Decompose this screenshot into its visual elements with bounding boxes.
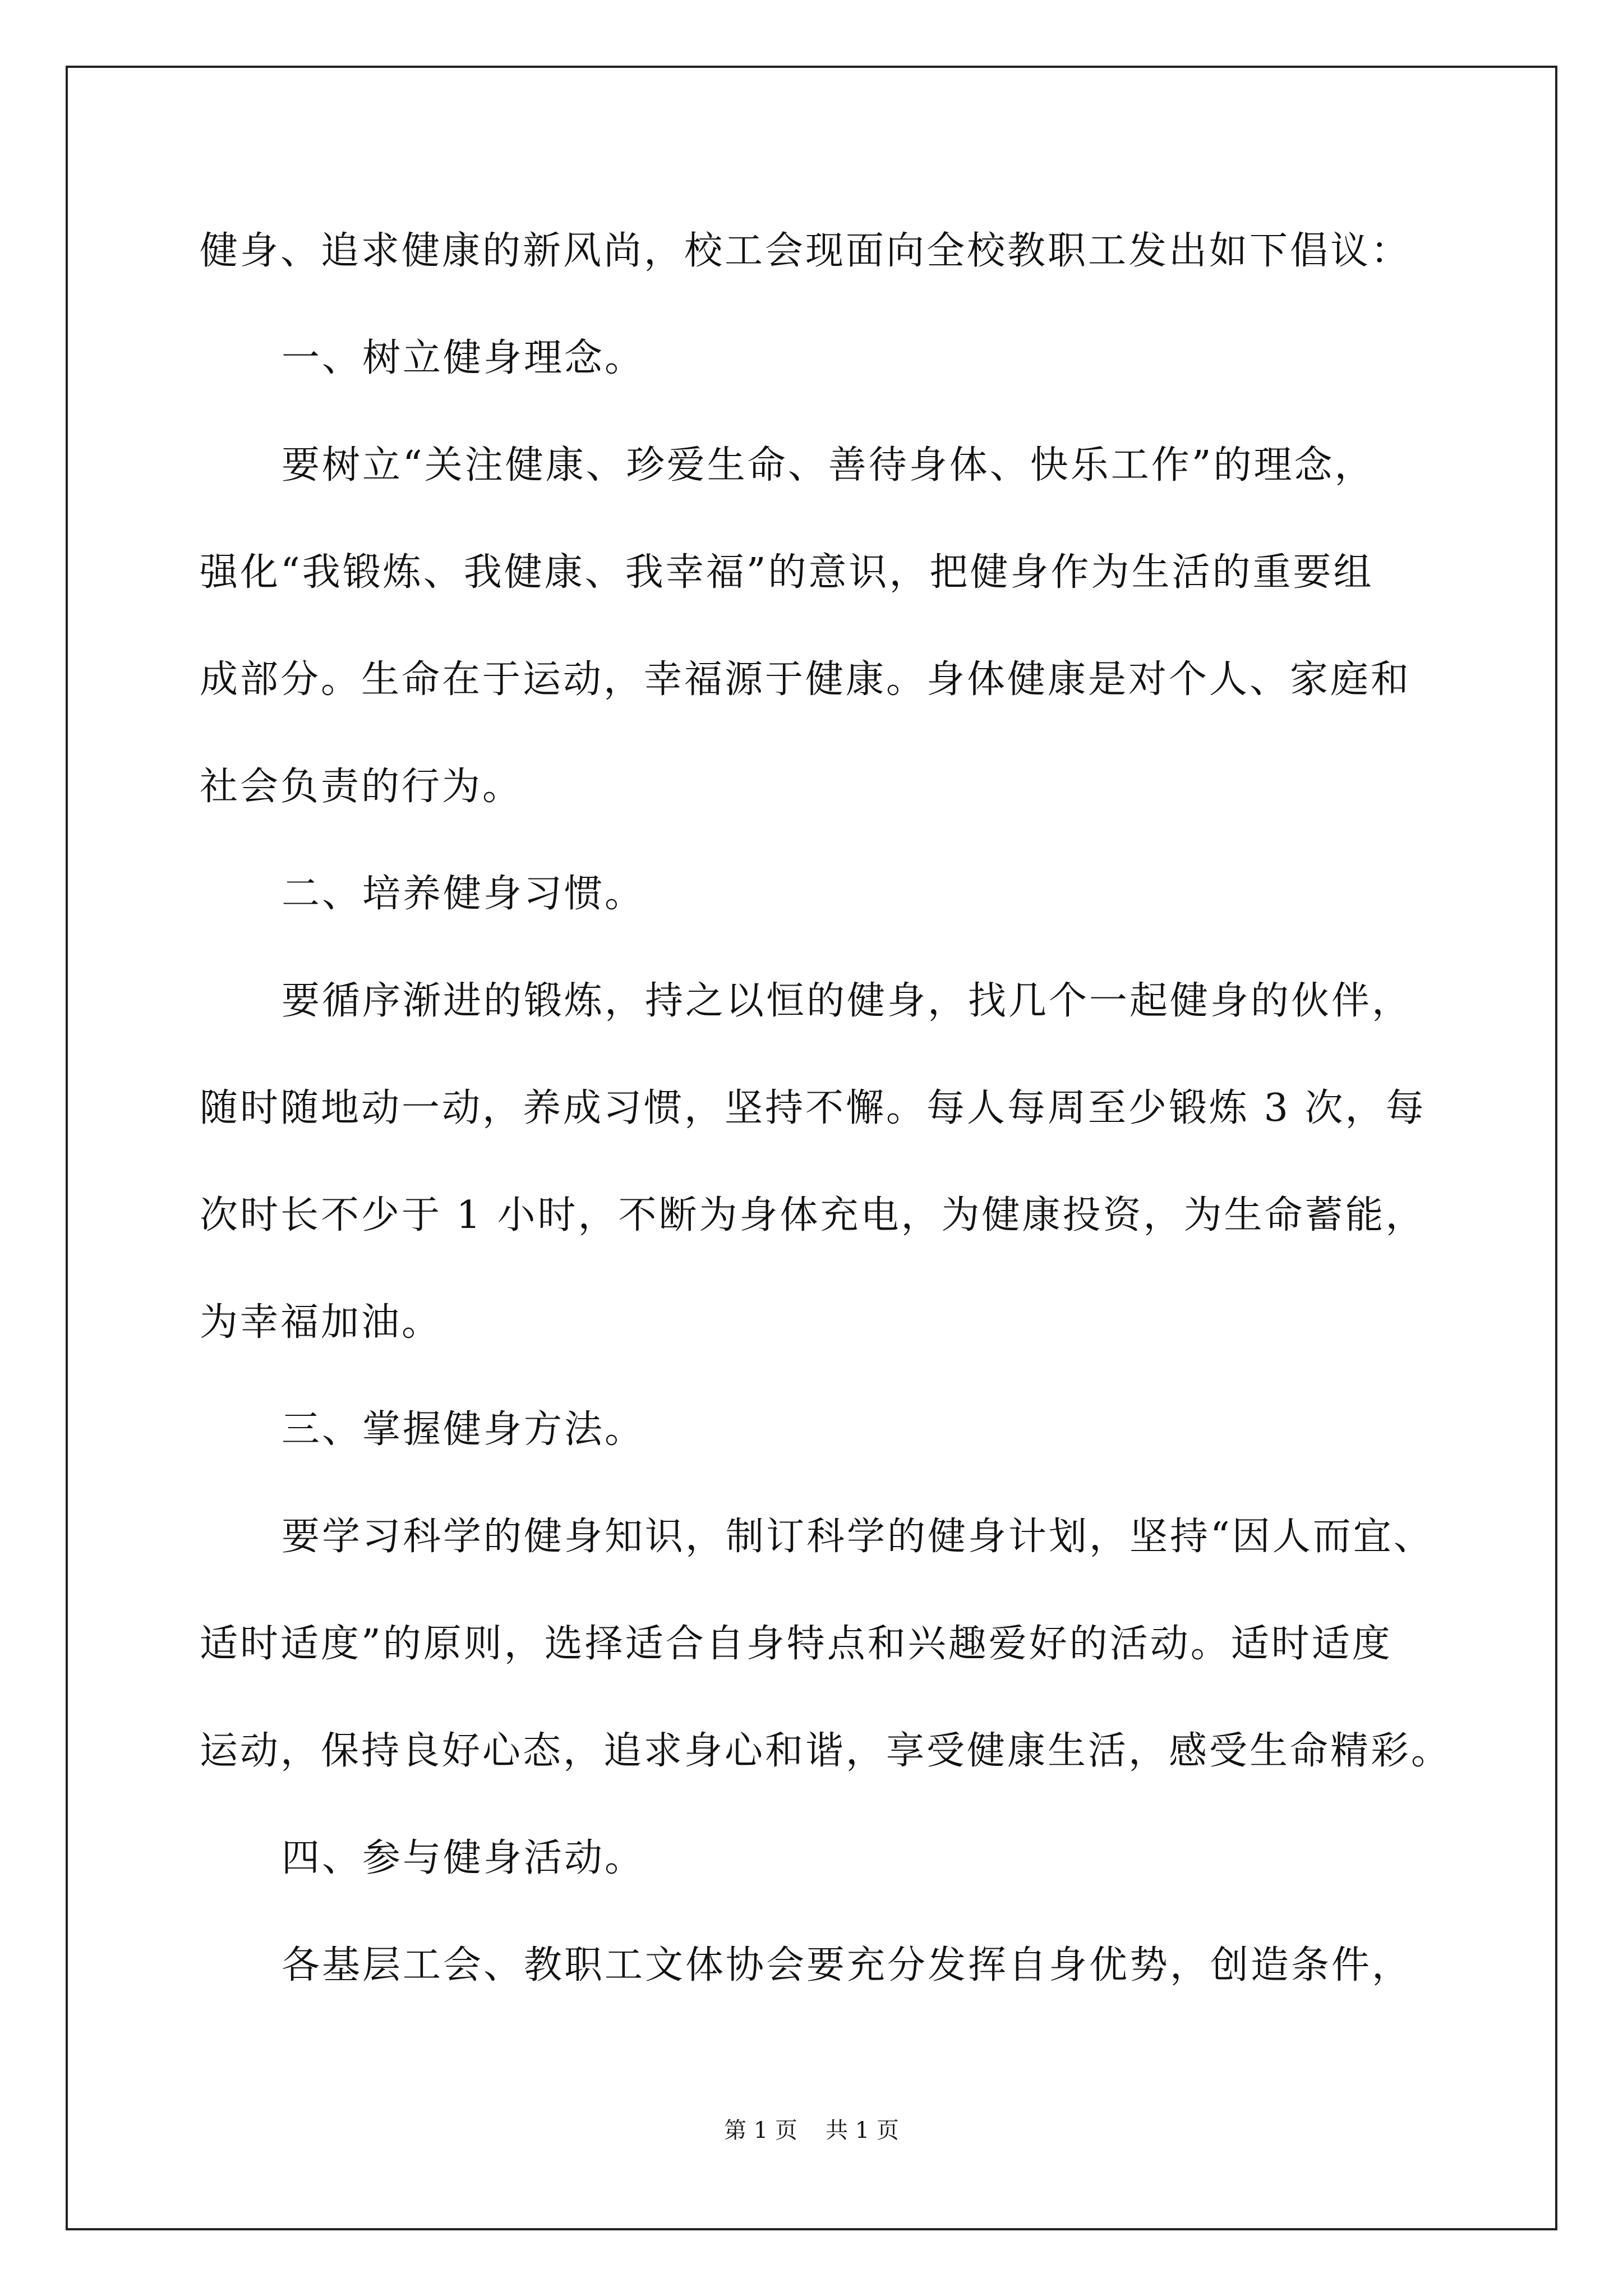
page-number: 第 1 页 xyxy=(724,2118,797,2143)
section-heading: 二、培养健身习惯。 xyxy=(282,872,645,916)
paragraph-line: 为幸福加油。 xyxy=(200,1300,442,1345)
page-border xyxy=(66,66,1557,2230)
paragraph-line: 要学习科学的健身知识，制订科学的健身计划，坚持“因人而宜、 xyxy=(282,1515,1434,1559)
paragraph-line: 社会负责的行为。 xyxy=(200,765,523,809)
paragraph-line: 强化“我锻炼、我健康、我幸福”的意识，把健身作为生活的重要组 xyxy=(200,550,1374,595)
paragraph-line: 运动，保持良好心态，追求身心和谐，享受健康生活，感受生命精彩。 xyxy=(200,1729,1452,1773)
paragraph-line: 适时适度”的原则，选择适合自身特点和兴趣爱好的活动。适时适度 xyxy=(200,1622,1393,1666)
page-total: 共 1 页 xyxy=(826,2118,899,2143)
section-heading: 四、参与健身活动。 xyxy=(282,1836,645,1880)
paragraph-line: 各基层工会、教职工文体协会要充分发挥自身优势，创造条件， xyxy=(282,1943,1413,1987)
section-heading: 三、掌握健身方法。 xyxy=(282,1407,645,1452)
page-footer xyxy=(0,2115,1623,2146)
paragraph-line: 成部分。生命在于运动，幸福源于健康。身体健康是对个人、家庭和 xyxy=(200,657,1412,702)
paragraph-line: 次时长不少于 1 小时，不断为身体充电，为健康投资，为生命蓄能， xyxy=(200,1193,1426,1237)
paragraph-line: 要树立“关注健康、珍爱生命、善待身体、快乐工作”的理念， xyxy=(282,443,1375,487)
paragraph-line: 要循序渐进的锻炼，持之以恒的健身，找几个一起健身的伙伴， xyxy=(282,979,1413,1023)
paragraph-line: 随时随地动一动，养成习惯，坚持不懈。每人每周至少锻炼 3 次，每 xyxy=(200,1086,1426,1130)
section-heading: 一、树立健身理念。 xyxy=(282,336,645,380)
body-line: 健身、追求健康的新风尚，校工会现面向全校教职工发出如下倡议： xyxy=(200,229,1412,273)
